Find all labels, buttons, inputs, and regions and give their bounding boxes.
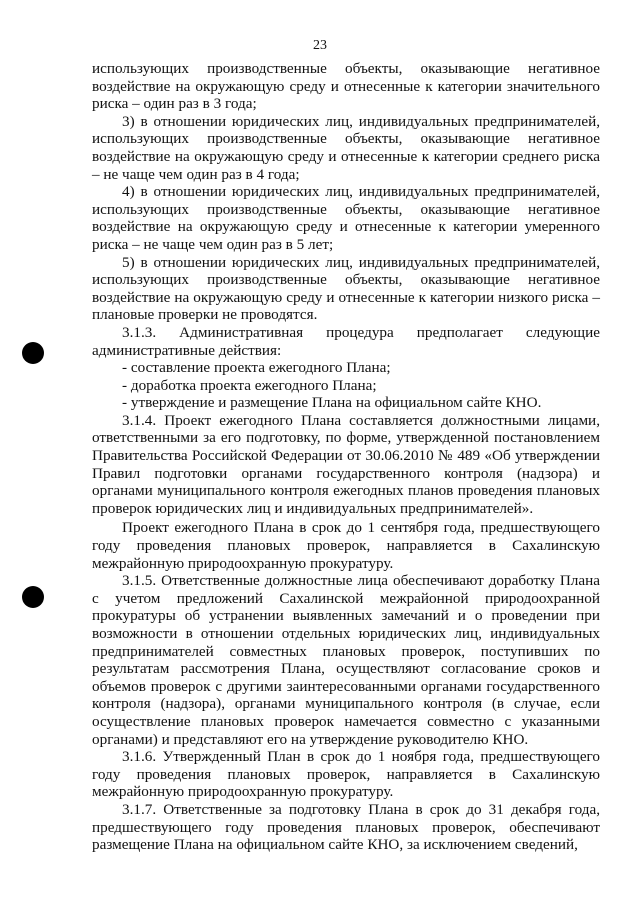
punch-hole — [22, 586, 44, 608]
paragraph: использующих производственные объекты, оказывающие негативное воздействие на окружающую среду и отнесенные к категории значительного риска – один раз в 3 года; — [92, 60, 600, 113]
paragraph: 3.1.4. Проект ежегодного Плана составляется должностными лицами, ответственными за его подготовку, по форме, утвержденной постановлением Правительства Российской Федерации от 30.06.2010 № 489 «Об утверждении Правил подготовки органами государственного контроля (надзора) и органами муниципального контроля ежегодных планов проведения плановых проверок юридических лиц и индивидуальных предпринимателей». — [92, 411, 600, 517]
document-body — [92, 60, 600, 854]
page-number: 23 — [313, 38, 327, 53]
list-item: - доработка проекта ежегодного Плана; — [122, 376, 377, 394]
paragraph: 3) в отношении юридических лиц, индивидуальных предпринимателей, использующих производственные объекты, оказывающие негативное воздействие на окружающую среду и отнесенные к категории среднего риска – не чаще чем один раз в 4 года; — [92, 112, 600, 183]
paragraph: 3.1.5. Ответственные должностные лица обеспечивают доработку Плана с учетом предложений Сахалинской межрайонной природоохранной прокуратуры об устранении выявленных замечаний и о проведении при возможности в отношении отдельных юридических лиц, индивидуальных предпринимателей совместных плановых проверок, поступивших по результатам рассмотрения Плана, осуществляют согласование сроков и объемов проверок с другими заинтересованными органами государственного контроля (надзора), органами муниципального контроля (в случае, если осуществление плановых проверок намечается совместно с указанными органами) и представляют его на утверждение руководителю КНО. — [92, 572, 600, 748]
list-item: - утверждение и размещение Плана на официальном сайте КНО. — [122, 394, 542, 412]
paragraph: 5) в отношении юридических лиц, индивидуальных предпринимателей, использующих производственные объекты, оказывающие негативное воздействие на окружающую среду и отнесенные к категории низкого риска – плановые проверки не проводятся. — [92, 253, 600, 324]
list-item: - составление проекта ежегодного Плана; — [122, 359, 391, 377]
paragraph: 3.1.6. Утвержденный План в срок до 1 ноября года, предшествующего году проведения плановых проверок, направляется в Сахалинскую межрайонную природоохранную прокуратуру. — [92, 748, 600, 801]
punch-hole — [22, 342, 44, 364]
paragraph: 3.1.3. Административная процедура предполагает следующие административные действия: — [92, 323, 600, 359]
paragraph: 3.1.7. Ответственные за подготовку Плана в срок до 31 декабря года, предшествующего году проведения плановых проверок, обеспечивают размещение Плана на официальном сайте КНО, за исключением сведений, — [92, 800, 600, 854]
paragraph: 4) в отношении юридических лиц, индивидуальных предпринимателей, использующих производственные объекты, оказывающие негативное воздействие на окружающую среду и отнесенные к категории умеренного риска – не чаще чем один раз в 5 лет; — [92, 183, 600, 253]
paragraph: Проект ежегодного Плана в срок до 1 сентября года, предшествующего году проведения плановых проверок, направляется в Сахалинскую межрайонную природоохранную прокуратуру. — [92, 519, 600, 572]
